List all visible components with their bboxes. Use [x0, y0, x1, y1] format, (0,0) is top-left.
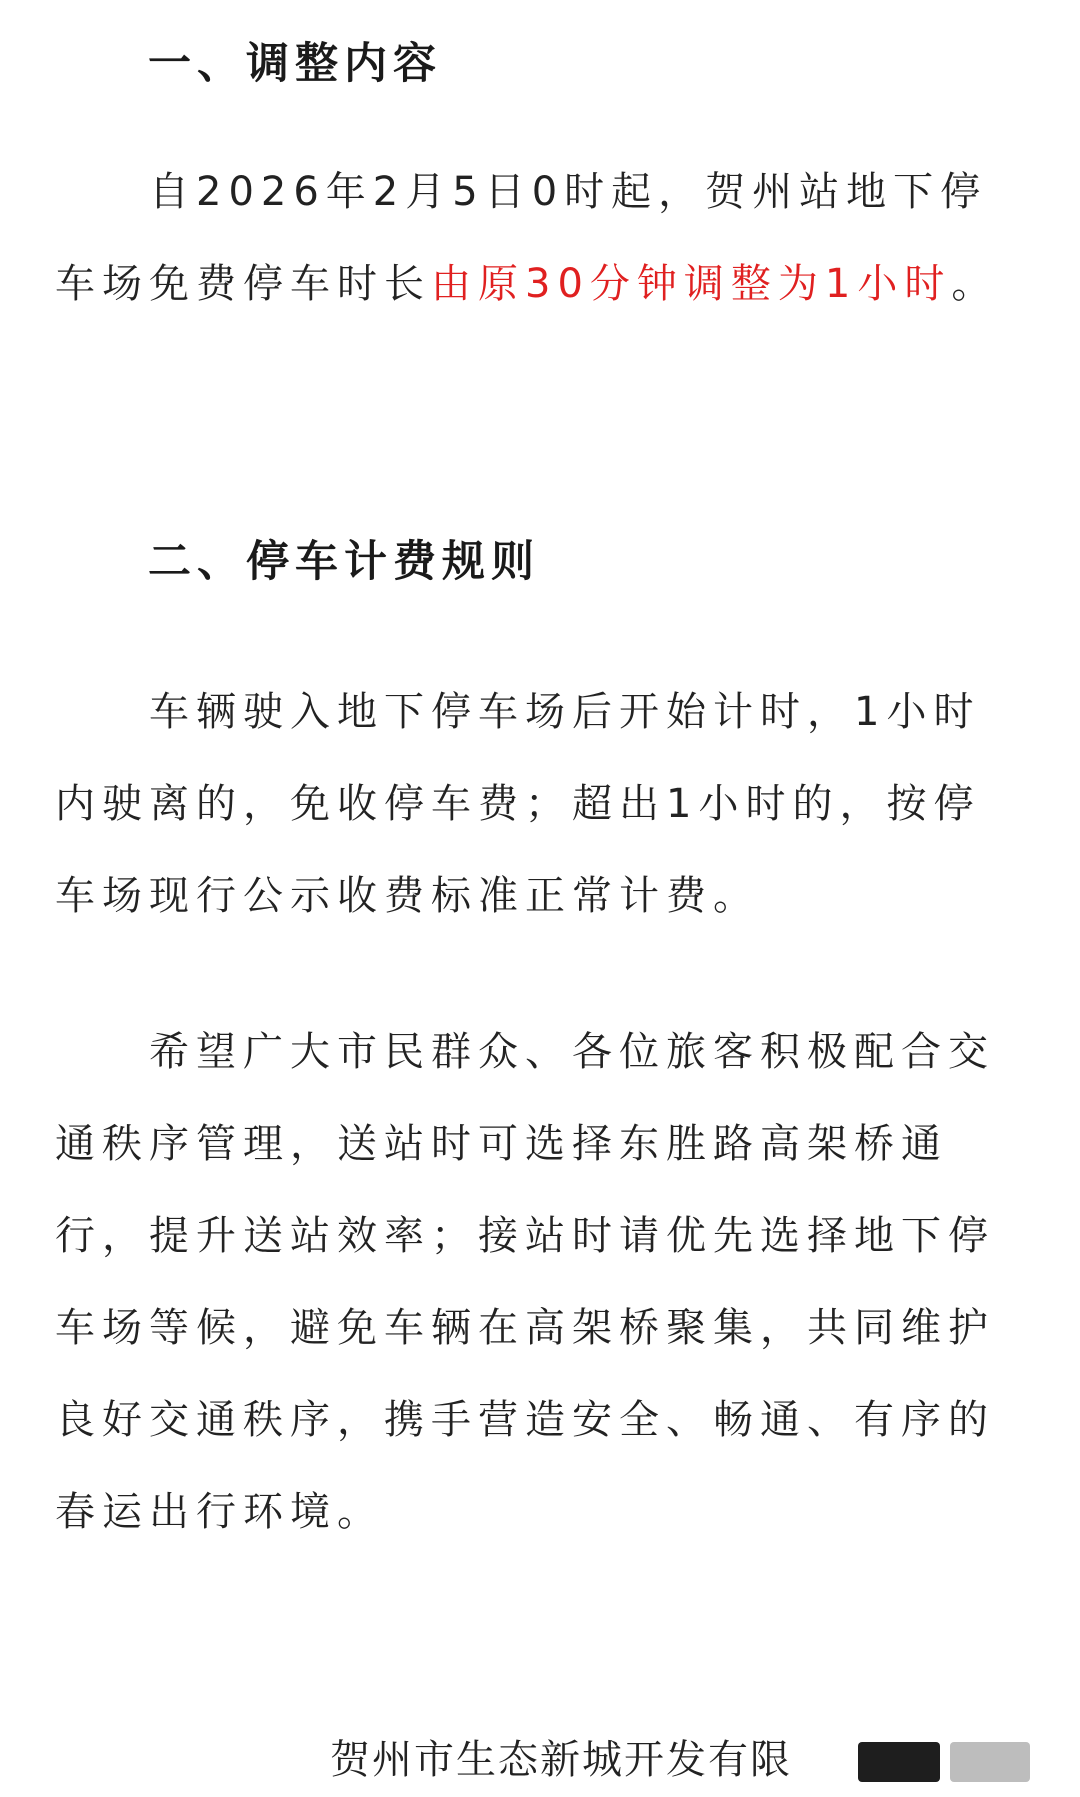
section-1-heading: 一、调整内容 [148, 39, 442, 89]
section-1-paragraph [55, 146, 1025, 330]
closing-paragraph: 希望广大市民群众、各位旅客积极配合交通秩序管理，送站时可选择东胜路高架桥通行，提升送站效率；接站时请优先选择地下停车场等候，避免车辆在高架桥聚集，共同维护良好交通秩序，携手营造安全、畅通、有序的春运出行环境。 [55, 1029, 995, 1535]
signature-line: 贺州市生态新城开发有限 [330, 1737, 792, 1783]
section-2-heading: 二、停车计费规则 [148, 537, 540, 587]
section-1-text: 自2026年2月5日0时起，贺州站地下停车场免费停车时长 [55, 169, 988, 307]
redaction-block [858, 1742, 940, 1782]
section-1-period: 。 [951, 261, 999, 307]
highlighted-change-text: 由原30分钟调整为1小时 [431, 261, 952, 307]
section-2-paragraph: 车辆驶入地下停车场后开始计时，1小时内驶离的，免收停车费；超出1小时的，按停车场现行公示收费标准正常计费。 [55, 689, 981, 919]
redaction-block [950, 1742, 1030, 1782]
